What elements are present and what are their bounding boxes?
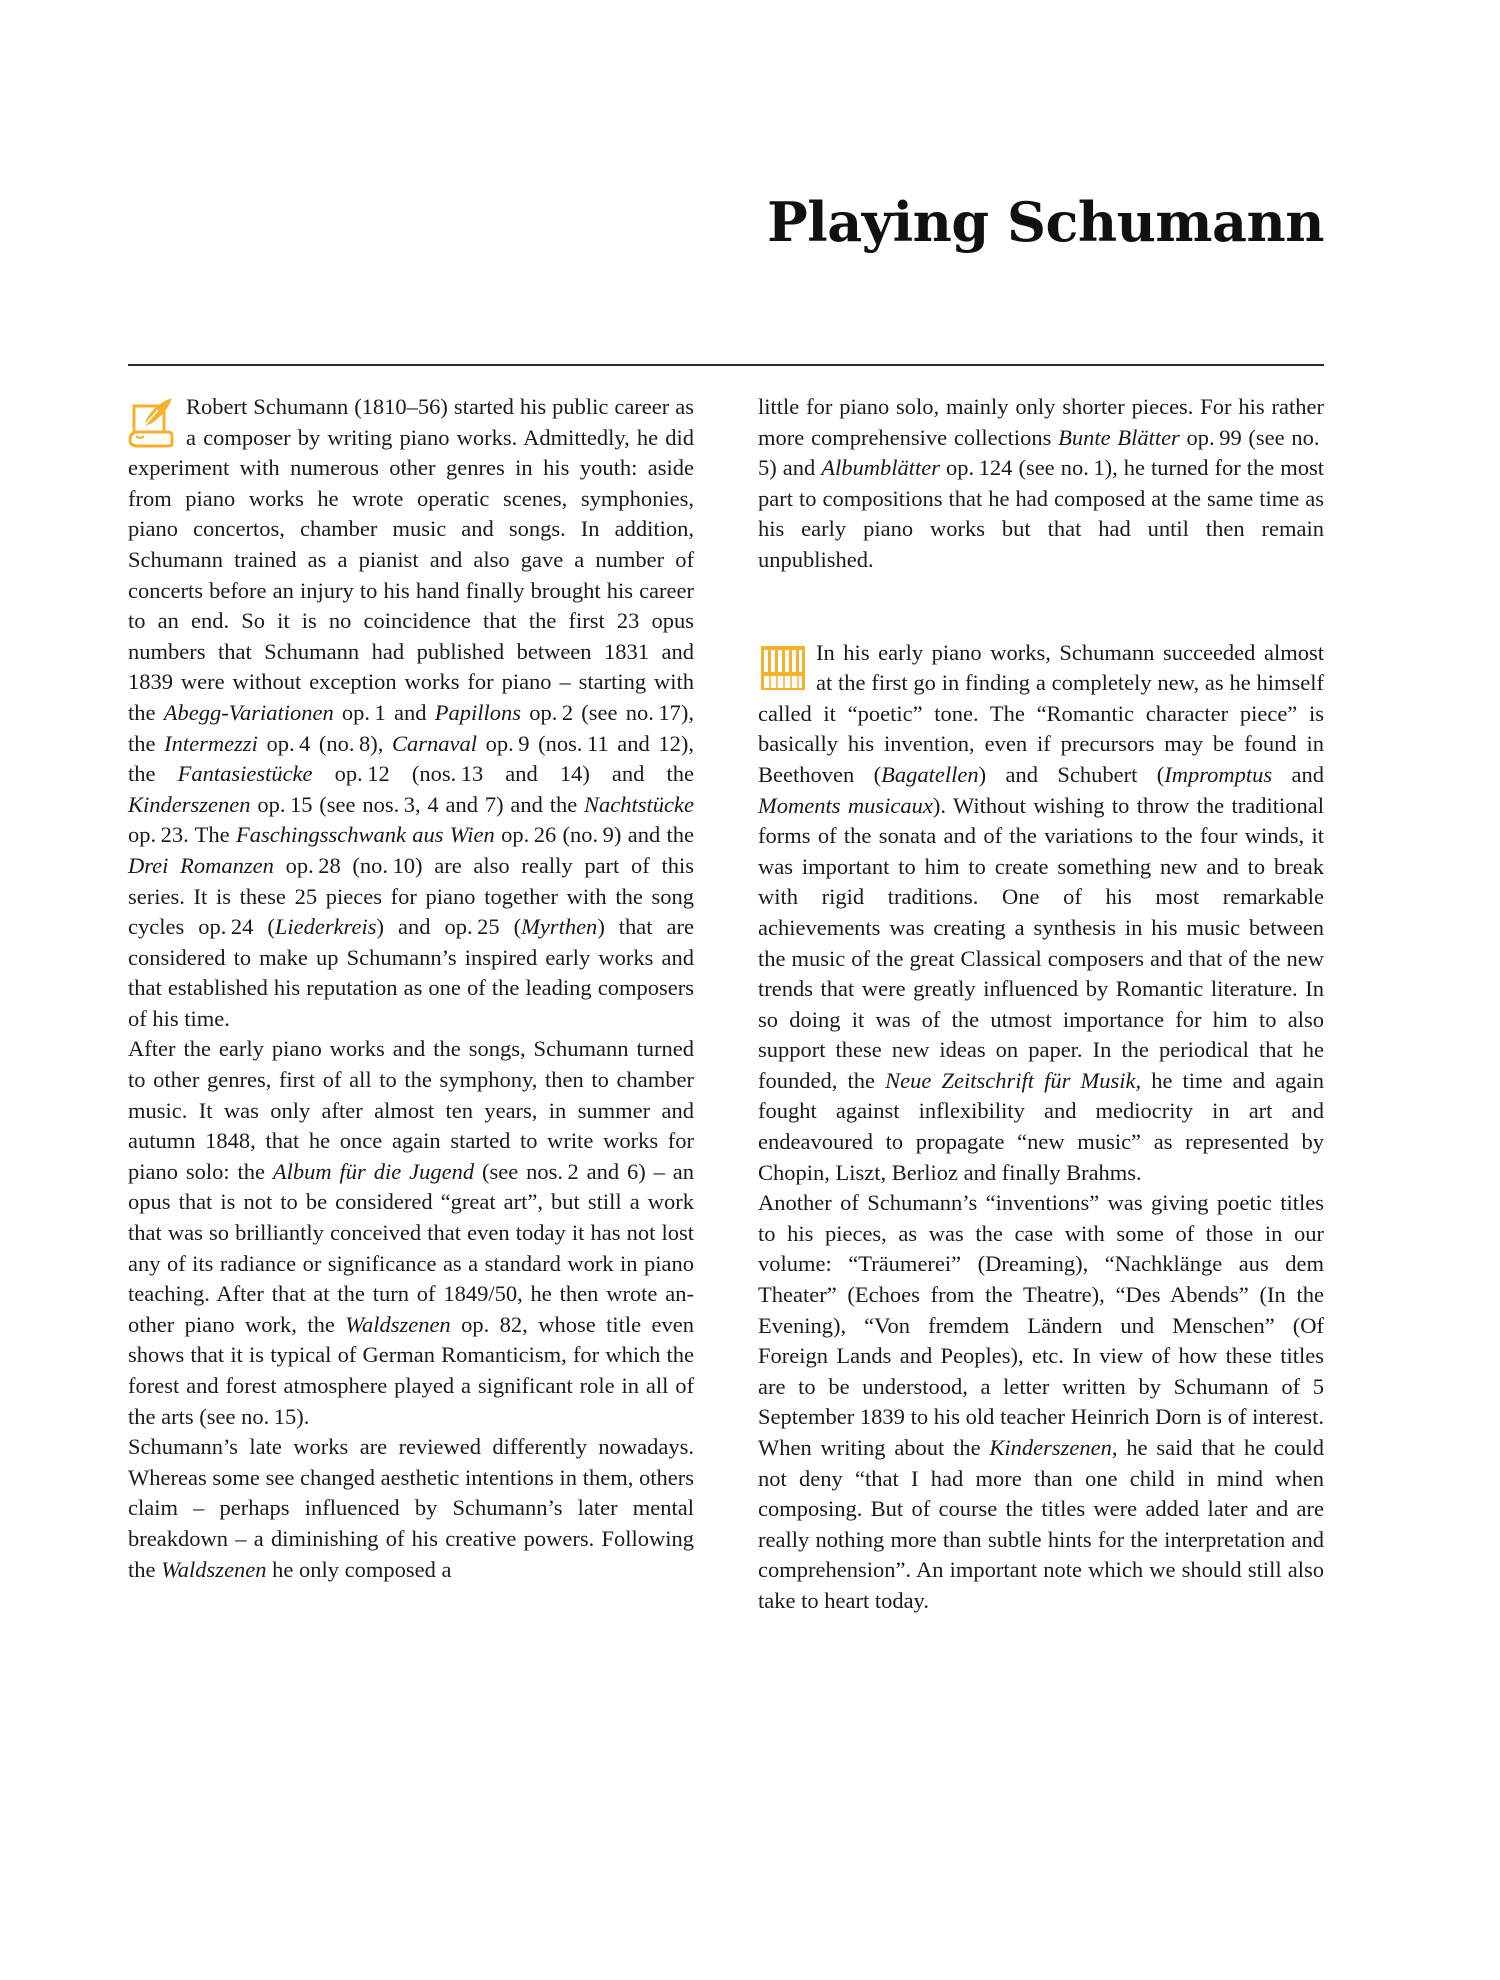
italic-title: Carnaval (392, 730, 478, 756)
piano-keys-icon (758, 642, 808, 694)
text-run: op. 82, whose title even shows that it is typical of German Romanticism, for which the forest and forest atmosphere played a significant role in all of the arts (see no. 15). (128, 1311, 694, 1429)
text-run: In his early piano works, Schumann succeeded almost at the first go in finding a completely new, as he himself called it “poetic” tone. The “Romantic character piece” is basically his invention, even if precursors may be found in Beethoven ( (758, 639, 1324, 787)
paragraph-poetic-titles (758, 1188, 1324, 1616)
text-run: ) and op. 25 ( (376, 914, 522, 940)
text-run: he only composed a (266, 1556, 452, 1582)
text-run: ) that are considered to make up Schumann’s inspired early works and that established his reputation as one of the leading composers of his time. (128, 914, 694, 1031)
italic-title: Nachtstücke (584, 791, 694, 817)
text-run: After the early piano works and the songs, Schumann turned to other genres, first of all to the symphony, then to chamber music. It was only after almost ten years, in summer and autumn 1848, that he once again started to write works for piano solo: the (128, 1036, 694, 1184)
italic-title: Moments musicaux (758, 792, 933, 818)
paragraph-continued (758, 392, 1324, 576)
italic-title: Bunte Blätter (1058, 424, 1180, 450)
text-run: op. 12 (nos. 13 and 14) and the (312, 761, 694, 787)
quill-scroll-icon (128, 396, 178, 448)
text-run: , he time and again fought against inflexibility and mediocrity in art and endeavoured to propagate “new music” as represented by Chopin, Liszt, Berlioz and finally Brahms. (758, 1067, 1325, 1185)
text-run: op. 2 (see no. 17), the (128, 699, 694, 756)
text-run: Another of Schumann’s “inventions” was giving poetic titles to his pieces, as was the case with some of those in our volume: “Träumerei” (Dreaming), “Nachklänge aus dem Theater” (Echoes from the Theatre), “Des Abends” (In the Evening), “Von fremdem Ländern und Menschen” (Of Foreign Lands and Peoples), etc. In view of how these titles are to be understood, a letter written by Schumann of 5 September 1839 to his old teacher Heinrich Dorn is of interest. When writing about the (758, 1190, 1324, 1460)
header-rule (128, 364, 1324, 366)
italic-title: Faschingsschwank aus Wien (235, 822, 495, 848)
text-run: op. 99 (see no. 5) and (758, 424, 1325, 481)
text-run: Robert Schumann (1810–56) started his public career as a composer by writing piano works. Admittedly, he did experiment with numerous other genres in his youth: aside from piano works he wrote operatic scenes, symphonies, piano concertos, chamber music and songs. In addition, Schumann trained as a pianist and also gave a number of concerts before an injury to his hand finally brought his career to an end. So it is no coincidence that the first 23 opus numbers that Schumann had published between 1831 and 1839 were without exception works for piano – starting with the (128, 394, 694, 725)
italic-title: Kinderszenen (989, 1435, 1112, 1460)
italic-title: Album für die Jugend (272, 1158, 475, 1184)
italic-title: Myrthen (521, 914, 598, 940)
paragraph-late-works-intro (128, 1034, 694, 1432)
text-run: (see nos. 2 and 6) – an opus that is not to be considered “great art”, but still a work that was so brilliantly conceived that even today it has not lost any of its radiance or significance as a standard work in piano teaching. After that at the turn of 1849/50, he then wrote another piano work, the (128, 1158, 695, 1337)
text-run: op. 9 (nos. 11 and 12), the (128, 730, 694, 787)
italic-title: Liederkreis (274, 914, 377, 940)
italic-title: Waldszenen (345, 1311, 451, 1337)
right-column (758, 392, 1324, 1617)
italic-title: Intermezzi (164, 730, 258, 756)
text-run: op. 15 (see nos. 3, 4 and 7) and the (250, 791, 585, 817)
italic-title: Waldszenen (161, 1556, 267, 1582)
italic-title: Albumblätter (821, 455, 941, 481)
text-run: op. 1 and (333, 699, 435, 725)
text-run: and (1272, 761, 1324, 787)
text-run: op. 4 (no. 8), (257, 730, 393, 756)
page-title: Playing Schumann (767, 190, 1324, 254)
text-run: op. 124 (see no. 1), he turned for the most part to compositions that he had composed at the same time as his early piano works but that had until then remain unpublished. (758, 455, 1324, 572)
italic-title: Papillons (434, 699, 521, 725)
italic-title: Impromptus (1164, 761, 1273, 787)
italic-title: Abegg-Variationen (163, 699, 334, 725)
paragraph-character-piece (758, 638, 1324, 1189)
paragraph-late-works (128, 1432, 694, 1585)
text-run: op. 23. The (128, 822, 236, 848)
text-run: ). Without wishing to throw the traditional forms of the sonata and of the variations to the four winds, it was important to him to create something new and to break with rigid traditions. One of his most remarkable achievements was creating a synthesis in his music between the music of the great Classical composers and that of the new trends that were greatly influenced by Romantic literature. In so doing it was of the utmost importance for him to also support these new ideas on paper. In the periodical that he founded, the (758, 792, 1325, 1093)
text-run: op. 28 (no. 10) are also really part of this series. It is these 25 pieces for piano together with the song cycles op. 24 ( (128, 852, 694, 940)
text-run: little for piano solo, mainly only shorter pieces. For his rather more comprehensive collections (758, 394, 1324, 450)
italic-title: Fantasiestücke (177, 761, 313, 787)
paragraph-intro (128, 392, 694, 1034)
italic-title: Kinderszenen (128, 791, 251, 817)
text-run: op. 26 (no. 9) and the (494, 822, 694, 848)
italic-title: Drei Romanzen (128, 852, 274, 878)
italic-title: Bagatellen (881, 761, 979, 787)
text-run: Schumann’s late works are reviewed differently nowadays. Whereas some see changed aesthetic intentions in them, others claim – perhaps influenced by Schumann’s later mental breakdown – a diminishing of his creative powers. Following the (128, 1434, 694, 1582)
text-run: ) and Schubert ( (978, 761, 1165, 787)
left-column (128, 392, 694, 1585)
text-run: , he said that he could not deny “that I had more than one child in mind when composing. But of course the titles were added later and are really nothing more than subtle hints for the interpretation and comprehension”. An important note which we should still also take to heart today. (758, 1435, 1324, 1613)
italic-title: Neue Zeitschrift für Musik (885, 1067, 1136, 1093)
